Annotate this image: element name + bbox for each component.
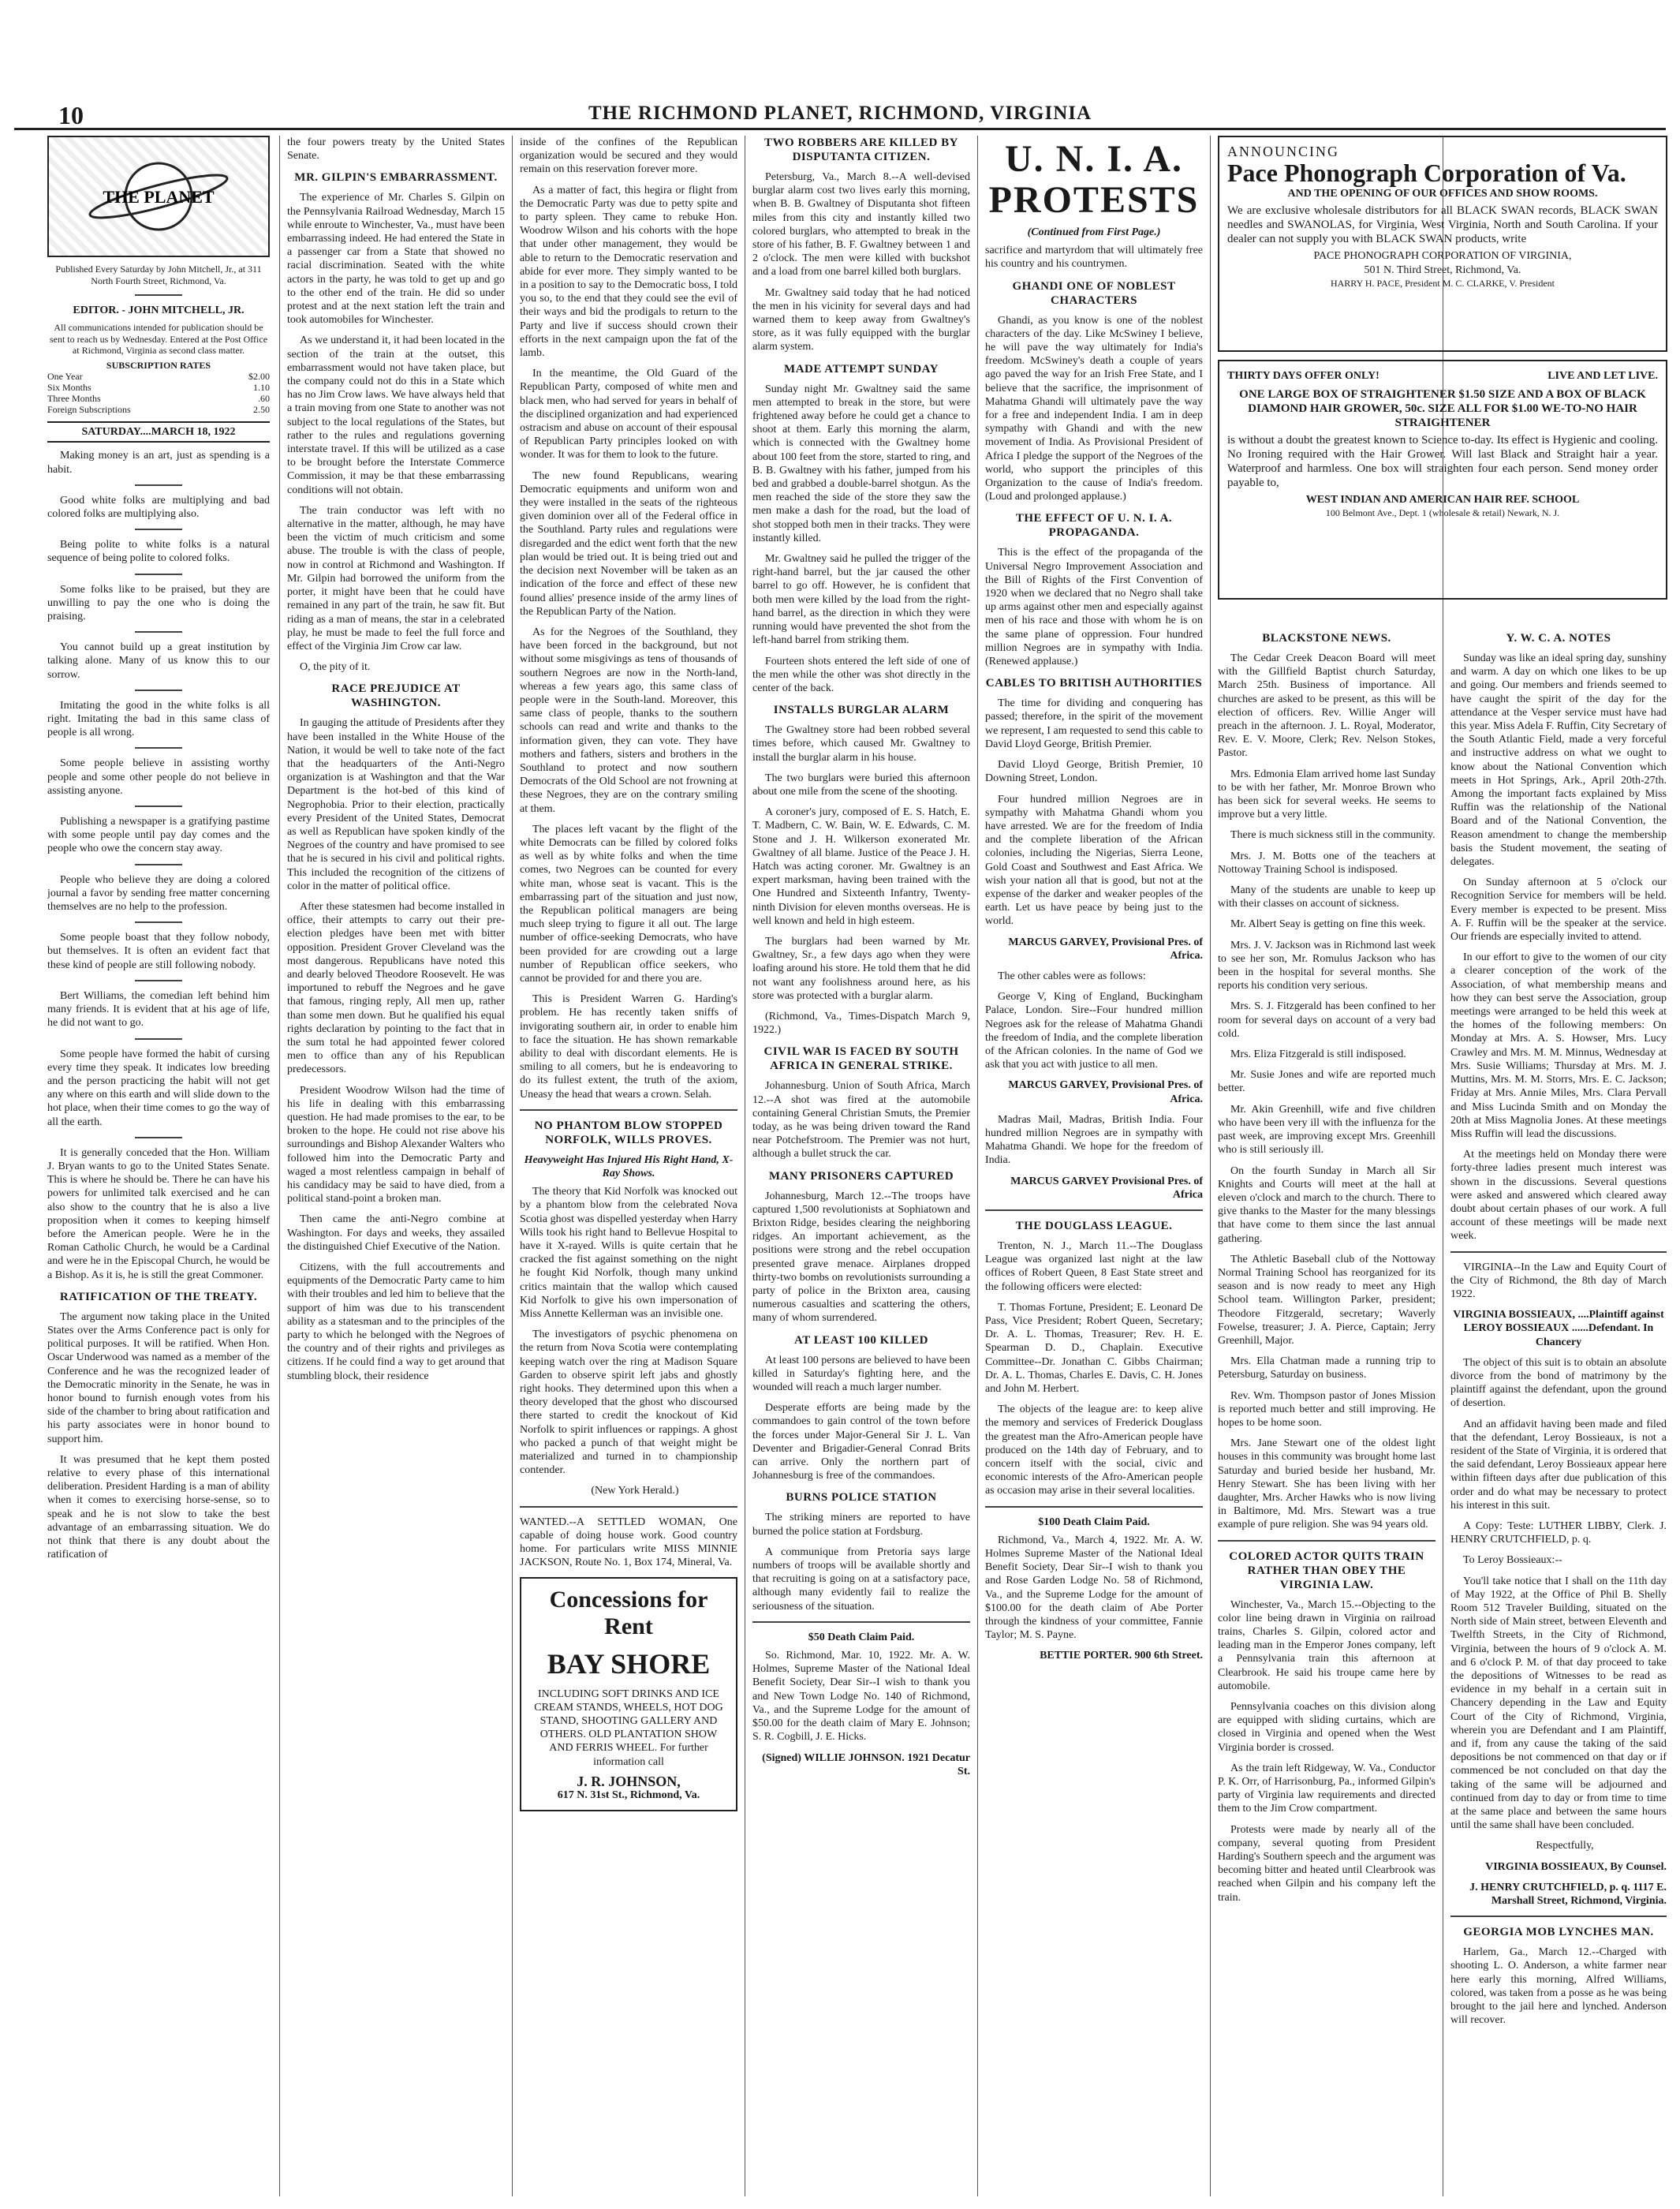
article-para: Mr. Akin Greenhill, wife and five children who have been very ill with the influenza for the past week, are improving except Mrs. Greenhill who is still seriously ill. <box>1218 1103 1435 1157</box>
article-para: So. Richmond, Mar. 10, 1922. Mr. A. W. Holmes, Supreme Master of the National Ideal Benefit Society, Dear Sir--I wish to thank you and New Town Lodge No. 140 of Richmond, Va., and the Supreme Lodge for the amount of $50.00 for the death claim of Mary E. Johnson; S. R. Cogbill, J. E. Hicks. <box>752 1650 970 1744</box>
article-para: As the train left Ridgeway, W. Va., Conductor P. K. Orr, of Harrisonburg, Pa., informed Gilpin's party of Virginia law requirements and directed them to the Jim Crow compartment. <box>1218 1762 1435 1815</box>
article-para: To Leroy Bossieaux:-- <box>1463 1554 1562 1567</box>
article-para: Many of the students are unable to keep up with their classes on account of sickness. <box>1218 884 1435 910</box>
signature: MARCUS GARVEY, Provisional Pres. of Africa. <box>1008 1079 1203 1105</box>
article-para: After these statesmen had become installed in office, their attempts to carry out their pre-election pledges have been met with bitter opposition. President Grover Cleveland was the most dangerous. Republicans have noted this and dearly beloved Theodore Roosevelt. He was importuned to rebuff the Negroes and he gave that famous, ringing reply, All men up, rather than some men down. But he qualified his equal rights declaration by pointing to the fact that in the sum total he had appointed fewer colored men to office than any of his Republican predecessors. <box>287 900 505 1076</box>
article-para: The objects of the league are: to keep alive the memory and services of Frederick Douglass the greatest man the Afro-American people have produced on the 14th day of February, and to concern itself with the social, civic and economic interests of the Afro-American people as occasion may arise in their several localities. <box>985 1404 1203 1497</box>
subscription-rates <box>47 371 270 415</box>
classified-ad: WANTED.--A SETTLED WOMAN, One capable of doing house work. Good country home. For particulars write MISS MINNIE JACKSON, Route No. 1, Box 174, Mineral, Va. <box>520 1516 737 1569</box>
article-para: Fourteen shots entered the left side of one of the men while the other was shot directly in the center of the back. <box>752 655 970 694</box>
article-para: Then came the anti-Negro combine at Washington. For days and weeks, they assailed the distinguished Chief Executive of the Nation. <box>287 1213 505 1253</box>
editorial-para: People who believe they are doing a colored journal a favor by sending free matter concerning themselves are no help to the profession. <box>47 873 270 914</box>
article-para: The experience of Mr. Charles S. Gilpin on the Pennsylvania Railroad Wednesday, March 15 while enroute to Winchester, Va., must have been embarrassing indeed. He had entered the State in a passenger car from a State that showed no racial discrimination. Seated with the white actors in the party, he was told to get up and go to the other end of the train. He did so under protest and at the next station left the train and took automobiles for Winchester. <box>287 192 505 327</box>
signature: MARCUS GARVEY, Provisional Pres. of Africa. <box>1008 936 1203 962</box>
article-para: As we understand it, it had been located in the section of the train at the outset, this embarrassment would not have taken place, but the company could not do this in a State which has no Jim Crow laws. We have always held that a train moving from one State to another was not subject to the local regulations of the States, but rather to the rules and regulations governing interstate travel. If this will be utilized as a case to be brought before the Interstate Commerce Commission, it may be that these embarrassing conditions will not obtain. <box>287 335 505 496</box>
article-para: Sunday night Mr. Gwaltney said the same men attempted to break in the store, but were frightened away before he could get a chance to shoot at them. Early this morning the alarm, which is connected with the Gwaltney home about 100 feet from the store, started to ring, and B. B. Gwaltney with his father, jumped from his bed and grabbed a double-barrel shotgun. As the men reached the side of the store they saw the men make a dash for the road, but the load of shot stopped both men in their tracks. They were instantly killed. <box>752 383 970 544</box>
column-6 <box>1218 631 1435 2196</box>
editorial-para: It is generally conceded that the Hon. William J. Bryan wants to go to the United States Senate. This is where he should be. There he can have his powers for unlimited talk exercised and he can also show to the country that he is also a live proposition when it comes to keeping himself before the American people. Were he in the Roman Catholic Church, he would be a Cardinal and were he in the Episcopal Church, he would be a Bishop. As it is, he is still the great Commoner. <box>47 1146 270 1281</box>
article-para: The object of this suit is to obtain an absolute divorce from the bond of matrimony by the plaintiff against the defendant, upon the ground of desertion. <box>1450 1356 1667 1410</box>
signature: VIRGINIA BOSSIEAUX, By Counsel. <box>1485 1860 1667 1873</box>
article-para: Four hundred million Negroes are in sympathy with Mahatma Ghandi whom you have arrested. We are for the freedom of India and the complete liberation of the African colonies, including the Nigerias, Sierra Leone, Gold Coast and Southwest and East Africa. We wish your nation all that is good, but not at the expense of the darker and weaker peoples of the earth. Let us have peace by being just to the world. <box>985 793 1203 928</box>
rate-row: Six Months 1.10 <box>47 382 270 394</box>
article-para: On the fourth Sunday in March all Sir Knights and Courts will meet at the hall at eleven o'clock and march to the church. There to give thanks to the Master for the many blessings that have come to them since the last annual gathering. <box>1218 1164 1435 1245</box>
article-para: Desperate efforts are being made by the commandoes to gain control of the town before the forces under Major-General Sir J. L. Van Deventer and Brigadier-General Conrad Brits can arrive. Only the northern part of Johannesburg is free of the commandoes. <box>752 1402 970 1482</box>
editorial-para: Making money is an art, just as spending is a habit. <box>47 450 270 476</box>
column-1 <box>47 136 270 2196</box>
article-para: Rev. Wm. Thompson pastor of Jones Mission is reported much better and still improving. He hopes to be home soon. <box>1218 1389 1435 1429</box>
column-2 <box>287 136 505 2196</box>
article-para: The theory that Kid Norfolk was knocked out by a phantom blow from the celebrated Nova Scotia ghost was dispelled yesterday when Harry Wills took his right hand to Bellevue Hospital to have it X-rayed. Wills is quite certain that he cracked the fist against something on the night he fought Kid Norfolk, though many unkind critics maintain that the wallop which caused Kid Norfolk to give his own impersonation of Miss Annette Kellerman was an invisible one. <box>520 1186 737 1321</box>
ad-announce: ANNOUNCING <box>1227 144 1339 159</box>
article-para: the four powers treaty by the United States Senate. <box>287 136 505 163</box>
article-para: O, the pity of it. <box>300 661 371 674</box>
article-para: This is the effect of the propaganda of the Universal Negro Improvement Association and the Bill of Rights of the First Convention of 1920 when we declared that no Negro shall take up arms against other men and especially against men of his race and those with whom he is on the same plane of oppression. Four hundred million Negroes are in sympathy with India. (Renewed applause.) <box>985 547 1203 668</box>
editor-line: EDITOR. - JOHN MITCHELL, JR. <box>73 305 245 316</box>
editorial-para: Being polite to white folks is a natural sequence of being polite to colored folks. <box>47 539 270 565</box>
article-para: Mrs. J. M. Botts one of the teachers at Nottoway Training School is indisposed. <box>1218 850 1435 876</box>
article-para: Mr. Gwaltney said he pulled the trigger of the right-hand barrel, but the jar caused the other barrel to go off. However, he is confident that both men were killed by the load from the right-hand barrel, as the direction in which they were running would have prevented the shot from the left-hand barrel from striking them. <box>752 553 970 647</box>
article-para: Protests were made by nearly all of the company, several quoting from President Harding's Southern speech and the argument was becoming bitter and heated until Clearbrook was reached when Gilpin and his company left the train. <box>1218 1823 1435 1904</box>
headline-douglass: THE DOUGLASS LEAGUE. <box>1015 1219 1173 1232</box>
article-para: A coroner's jury, composed of E. S. Hatch, E. T. Madbern, C. W. Bain, W. E. Edwards, C. M. Stone and J. H. Wilkerson exonerated Mr. Gwaltney of all blame. Justice of the Peace J. H. Hatch was acting coroner. Mr. Gwaltney is an expert marksman, having been trained with the One Hundred and Sixteenth Infantry, Twenty-ninth Division for eleven months overseas. He is well known and held in high esteem. <box>752 806 970 927</box>
ad-contact-address: 617 N. 31st St., Richmond, Va. <box>557 1789 700 1801</box>
ad-title: Concessions for Rent <box>549 1586 708 1639</box>
article-para: George V, King of England, Buckingham Palace, London. Sire--Four hundred million Negroes ask for the release of Mahatma Ghandi the freedom of India, and the complete liberation of the African colonies. In the name of God we ask that you act with justice to all men. <box>985 991 1203 1071</box>
article-para: As a matter of fact, this hegira or flight from the Democratic Party was due to petty spite and to party spleen. They came to rebuke Hon. Woodrow Wilson and his cohorts with the hope that under other management, they would be able to return to the Democratic reservation and abide for ever more. They simply wanted to be in a position to say to the Democratic boss, I told you so, to the end that they could see the evil of their ways and bid the prodigals to return to the Party and live if success should crown their efforts in the next campaign upon the fat of the lamb. <box>520 184 737 360</box>
article-para: Madras Mail, Madras, British India. Four hundred million Negroes are in sympathy with Mahatma Ghandi. We hope for the freedom of India. <box>985 1113 1203 1167</box>
subhead-norfolk: Heavyweight Has Injured His Right Hand, X-Ray Shows. <box>524 1153 734 1180</box>
legal-parties: VIRGINIA BOSSIEAUX, ....Plaintiff against LEROY BOSSIEAUX ......Defendant. In Chancery <box>1453 1309 1664 1348</box>
publication-info: Published Every Saturday by John Mitchell, Jr., at 311 North Fourth Street, Richmond, Va. <box>55 264 262 286</box>
article-para: Harlem, Ga., March 12.--Charged with shooting L. O. Anderson, a white farmer near here early this morning, Alfred Williams, colored, was taken from a posse as he was being brought to the jail here and lynched. Anderson will recover. <box>1450 1946 1667 2027</box>
planet-logo-icon <box>80 149 237 244</box>
article-para: Mrs. Eliza Fitzgerald is still indisposed. <box>1230 1048 1406 1061</box>
article-para: Citizens, with the full accoutrements and equipments of the Democratic Party came to him with their troubles and led him to believe that the support of him was due to his transcendent ability as a statesman and to the principles of the party to which he belonged with the Negroes of the country and of their rights and privileges as citizens. If he could find a way to get around that stumbling block, their residence <box>287 1261 505 1382</box>
article-para: President Woodrow Wilson had the time of his life in dealing with this embarrassing question. He had made promises to the ear, to be broken to the hope. He could not rise above his surroundings and Bishop Alexander Walters who followed him into the Democratic Party and waged a most relentless campaign in behalf of his candidacy may be said to have died, from a political stand-point a broken man. <box>287 1084 505 1205</box>
article-para: The Gwaltney store had been robbed several times before, which caused Mr. Gwaltney to install the burglar alarm in his house. <box>752 724 970 764</box>
article-para: David Lloyd George, British Premier, 10 Downing Street, London. <box>985 759 1203 785</box>
ad-subtitle: BAY SHORE <box>547 1647 711 1680</box>
rate-row: One Year $2.00 <box>47 371 270 383</box>
article-para: Richmond, Va., March 4, 1922. Mr. A. W. Holmes Supreme Master of the National Ideal Benefit Society, Dear Sir--I wish to thank you and Rose Garden Lodge No. 58 of Richmond, Va., and the Supreme Lodge for the amount of $100.00 for the death claim of Abe Porter through the kindness of your committee, Fannie Taylor; M. S. Payne. <box>985 1534 1203 1642</box>
article-source: (Richmond, Va., Times-Dispatch March 9, 1922.) <box>752 1010 970 1037</box>
headline-death-claim: $100 Death Claim Paid. <box>1038 1516 1150 1528</box>
article-para: sacrifice and martyrdom that will ultimately free his country and his countrymen. <box>985 245 1203 271</box>
ad-officers: HARRY H. PACE, President M. C. CLARKE, V. President <box>1330 277 1555 289</box>
legal-notice-head: VIRGINIA--In the Law and Equity Court of the City of Richmond, the 8th day of March 1922. <box>1450 1261 1667 1300</box>
editorial-para: You cannot build up a great institution by talking alone. Many of us know this to our sorrow. <box>47 641 270 681</box>
article-para: The places left vacant by the flight of the white Democrats can be filled by colored folks as well as by white folks and when the time comes, two Negroes can be counted for every white man, whose seat is vacant. This is the embarrassing part of the situation and just now, the Republican political managers are being much sleep trying to figure it all out. The large number of office-seeking Democrats, who have been provided for are crowding out a large number of Republican office seekers, who cannot be provided for and there you are. <box>520 823 737 985</box>
article-para: Johannesburg, March 12.--The troops have captured 1,500 revolutionists at Sophiatown and Brixton Ridge, besides clearing the neighboring ridges. An important achievement, as the positions were strong and the rebel occupation presented grave menace. Airplanes dropped thirty-two bombs on revolutionists surrounding a party of police in the Brixton area, causing numerous casualties and scattering the others, many of whom surrendered. <box>752 1190 970 1325</box>
headline-treaty: RATIFICATION OF THE TREATY. <box>59 1290 258 1303</box>
column-rule <box>512 136 513 2196</box>
continued-note: (Continued from First Page.) <box>1027 226 1161 238</box>
article-para: T. Thomas Fortune, President; E. Leonard De Pass, Vice President; Robert Queen, Secretary; Dr. A. L. Thomas, Treasurer; Rev. H. E. Spearman D. D., Chaplain. Executive Committee--Dr. Jonathan C. Gibbs Chairman; Dr. A. L. Thomas, Charles E. Davis, C. H. Jones and John M. Herbert. <box>985 1301 1203 1396</box>
signature: J. HENRY CRUTCHFIELD, p. q. 1117 E. Marshall Street, Richmond, Virginia. <box>1469 1881 1667 1908</box>
editorial-para: Some people believe in assisting worthy people and some other people do not believe in assisting anyone. <box>47 757 270 797</box>
article-para: Mrs. Ella Chatman made a running trip to Petersburg, Saturday on business. <box>1218 1355 1435 1381</box>
subhead-police: BURNS POLICE STATION <box>786 1491 937 1504</box>
pace-phonograph-ad <box>1218 136 1667 352</box>
article-para: inside of the confines of the Republican organization would be secured and they would remain on this reservation forever more. <box>520 136 737 176</box>
editorial-para: Bert Williams, the comedian left behind him many friends. It is evident that at his age of life, he did not want to go. <box>47 989 270 1030</box>
article-para: Johannesburg. Union of South Africa, March 12.--A shot was fired at the automobile containing General Christian Smuts, the Premier today, as he was being driven toward the Rand near Potchefstroom. The Premier was not hurt, although a bullet struck the car. <box>752 1080 970 1161</box>
article-para: Winchester, Va., March 15.--Objecting to the color line being drawn in Virginia on railroad trains, Charles S. Gilpin, colored actor and leading man in the Emperor Jones company, left a Pennsylvania train this afternoon at Clearbrook. He said his troupe came here by automobile. <box>1218 1598 1435 1692</box>
editorial-para: Good white folks are multiplying and bad colored folks are multiplying also. <box>47 494 270 521</box>
article-para: And an affidavit having been made and filed that the defendant, Leroy Bossieaux, is not a resident of the State of Virginia, it is ordered that the said defendant, Leroy Bossieaux appear here within fifteen days after due publication of this order and do what may be necessary to protect his interest in this suit. <box>1450 1418 1667 1512</box>
ad-contact-name: J. R. JOHNSON, <box>577 1773 681 1789</box>
article-para: The train conductor was left with no alternative in the matter, although, he may have been the victim of much criticism and some abuse. The trouble is with the class of people, now in control at Richmond and Washington. If Mr. Gilpin had borrowed the uniform from the porter, it might have been that he could have remained in any part of the train, he saw fit. But riding as a man of means, the star in a celebrated play, he must be made to feel the full force and effect of the Virginia Jim Crow car law. <box>287 504 505 652</box>
column-3 <box>520 136 737 2196</box>
rates-title: SUBSCRIPTION RATES <box>106 359 211 371</box>
article-para: There is much sickness still in the community. <box>1230 829 1435 842</box>
article-para: In the meantime, the Old Guard of the Republican Party, composed of white men and black men, who had served for years in behalf of the disciplined organization and had experienced ostracism and abuse on account of their espousal of Republican Party principles looked on with wonder. It was for them to look to the future. <box>520 368 737 462</box>
ad-body: INCLUDING SOFT DRINKS AND ICE CREAM STANDS, WHEELS, HOT DOG STAND, SHOOTING GALLERY AND OTHERS. OLD PLANTATION SHOW AND FERRIS WHEEL. For further information call <box>534 1688 723 1768</box>
article-para: At the meetings held on Monday there were forty-three ladies present much interest was shown in the discussions. Several questions were asked and answered which cleared away doubt about certain phases of our work. A full account of these meetings will be made next week. <box>1450 1149 1667 1243</box>
headline-unia: U. N. I. A. PROTESTS <box>988 138 1200 221</box>
ad-company: PACE PHONOGRAPH CORPORATION OF VIRGINIA, <box>1313 250 1572 263</box>
column-7 <box>1450 631 1667 2196</box>
article-para: Mr. Susie Jones and wife are reported much better. <box>1218 1069 1435 1095</box>
headline-race-prejudice: RACE PREJUDICE AT WASHINGTON. <box>331 682 461 710</box>
ad-subtitle: AND THE OPENING OF OUR OFFICES AND SHOW ROOMS. <box>1287 188 1598 200</box>
headline-death-claim: $50 Death Claim Paid. <box>808 1631 915 1643</box>
ad-body: We are exclusive wholesale distributors for all BLACK SWAN records, BLACK SWAN needles and SWANOLAS, for Virginia, West Virginia, North and South Carolina. If your dealer can not supply you with BLACK SWAN products, write <box>1227 204 1658 246</box>
article-para: The time for dividing and conquering has passed; therefore, in the spirit of the movement we represent, I am requested to send this cable to David Lloyd George, British Premier. <box>985 697 1203 750</box>
column-4 <box>752 136 970 2196</box>
article-para: Mrs. Jane Stewart one of the oldest light houses in this community was brought home last Saturday and buried beside her husband, Mr. Henry Stewart. She has been living with her daughter, Mrs. Archer Hawks who is now living in Baltimore, Md. Mrs. Stewart was a true example of pure religion. She was 94 years old. <box>1218 1437 1435 1531</box>
subhead-attempt: MADE ATTEMPT SUNDAY <box>784 362 939 376</box>
offer-left: THIRTY DAYS OFFER ONLY! <box>1227 370 1379 382</box>
article-para: As for the Negroes of the Southland, they have been forced in the background, but not without some misgivings as tens of thousands of southern Negroes are now in the North-land, whereas a few years ago, this same class of people were in the South-land. Moreover, this same class of people, thanks to the southern schools can read and write and thanks to the information given, they can vote. They have mothers and fathers, sisters and brothers in the Southland to protect and now southern Democrats of the Old School are not frowning at these Negroes, they are on the contrary smiling at them. <box>520 626 737 815</box>
article-para: The new found Republicans, wearing Democratic equipments and uniform won and they were installed in the seats of the righteous given dominion over all of the Federal office in the Southland. Party rules and regulations were disregarded and the edict went forth that the new plan would be tried out. It is being tried out and the decision next November will be taken as an indication of the force and effect of these new found allies' presence inside of the army lines of the Republican Party of the Nation. <box>520 469 737 618</box>
headline-ywca: Y. W. C. A. NOTES <box>1506 632 1611 645</box>
rate-row: Three Months .60 <box>47 393 270 405</box>
article-para: Mr. Gwaltney said today that he had noticed the men in his vicinity for several days and had warned them to keep away from Gwaltney's store, as it was fully equipped with the burglar alarm system. <box>752 286 970 353</box>
editorial-para: Some people boast that they follow nobody, but themselves. It is often an evident fact that these kind of people are still following nobody. <box>47 932 270 971</box>
headline-robbers: TWO ROBBERS ARE KILLED BY DISPUTANTA CITIZEN. <box>764 136 958 163</box>
masthead <box>14 101 1666 130</box>
article-para: Mr. Albert Seay is getting on fine this week. <box>1230 918 1426 931</box>
ad-area <box>1218 136 1667 625</box>
article-para: You'll take notice that I shall on the 11th day of May 1922, at the Office of Phil B. Shelly Room 512 Traveler Building, situated on the North side of Main street, between Eleventh and Twelfth Streets, in the City of Richmond, Virginia, between the hours of 9 o'clock A. M. and 6 o'clock P. M. of that day proceed to take the depositions of Witnesses to be read as evidence in my behalf in a certain suit in Chancery depending in the Law and Equity Court of the City of Richmond, Virginia, wherein you are Defendant and I am Plaintiff, and if, from any cause the taking of the said depositions be not commenced on that day or if commenced be not concluded on that day the taking of the same will be adjourned and continued from day to day or from time to time at the same place and between the same hours until the same shall have been concluded. <box>1450 1575 1667 1832</box>
headline-gilpin: MR. GILPIN'S EMBARRASSMENT. <box>294 171 498 185</box>
rate-row: Foreign Subscriptions 2.50 <box>47 404 270 416</box>
newspaper-title: THE RICHMOND PLANET, RICHMOND, VIRGINIA <box>588 103 1092 124</box>
column-rule <box>279 136 280 2196</box>
article-para: Pennsylvania coaches on this division along are equipped with sliding curtains, which are closed in Virginia and opened when the West Virginia border is crossed. <box>1218 1701 1435 1754</box>
subhead-prisoners: MANY PRISONERS CAPTURED <box>768 1169 954 1183</box>
article-para: The two burglars were buried this afternoon about one mile from the scene of the shooting. <box>752 772 970 798</box>
editorial-para: Imitating the good in the white folks is all right. Imitating the bad in this same class of people is all wrong. <box>47 699 270 739</box>
article-para: A communique from Pretoria says large numbers of troops will be available shortly and that recruiting is going on at a satisfactory pace, although many evidently fail to realize the seriousness of the situation. <box>752 1546 970 1613</box>
subhead-cables: CABLES TO BRITISH AUTHORITIES <box>985 677 1203 690</box>
article-para: The argument now taking place in the United States over the Arms Conference pact is only for political purposes. It will be ratified. When Hon. Oscar Underwood was named as a member of the Conference and he was the recognized leader of the Democratic minority in the Senate, he was in honor bound to furnish enough votes from his side of the chamber to bring about ratification and his party associates were in honor bound to support him. <box>47 1310 270 1445</box>
publication-notice: All communications intended for publication should be sent to reach us by Wednesday. Entered at the Post Office at Richmond, Virginia as second class matter. <box>49 322 268 357</box>
article-para: The striking miners are reported to have burned the police station at Fordsburg. <box>752 1512 970 1538</box>
article-para: Respectfully, <box>1536 1840 1594 1852</box>
article-para: The Athletic Baseball club of the Nottoway Normal Training School has reorganized for its season and is now ready to meet any High School team. Willington Parker, president; Theodore Fitzgerald, secretary; Waverly Fowelse, treasurer; J. A. Pierce, Captain; Jerry Greenhill, Major. <box>1218 1253 1435 1347</box>
hair-straightener-ad <box>1218 360 1667 600</box>
offer-body: is without a doubt the greatest known to Science to-day. Its effect is Hygienic and cooling. No Ironing required with the Hair Grower. Will last Black and Straight hair a year. Waterproof and harmless. One box will straighten four each person. Send money order payable to, <box>1227 434 1658 490</box>
offer-company: WEST INDIAN AND AMERICAN HAIR REF. SCHOOL <box>1305 494 1580 506</box>
issue-dateline: SATURDAY....MARCH 18, 1922 <box>47 421 270 443</box>
ad-title: Pace Phonograph Corporation of Va. <box>1227 159 1626 188</box>
signature: (Signed) WILLIE JOHNSON. 1921 Decatur St. <box>762 1751 970 1777</box>
editorial-para: Some folks like to be praised, but they are unwilling to pay the one who is doing the praising. <box>47 583 270 623</box>
article-para: Ghandi, as you know is one of the noblest characters of the day. Like McSwiney I believe, he will pave the way ultimately for India's freedom. McSwiney's death a couple of years ago paved the way for an Irish Free State, and I believe that the sacrifice, the imprisonment of Mahatma Ghandi will ultimately pave the way for a free and independent India. I am in deep sympathy with Ghandi and with the new movement of India. As Provisional President of Africa I pledge the support of the Negroes of the world, who support the principles of this Organization to the cause of India's freedom. (Loud and prolonged applause.) <box>985 314 1203 503</box>
editorial-para: Publishing a newspaper is a gratifying pastime with some people until pay day comes and the people who owe the concern stay away. <box>47 816 270 855</box>
offer-right: LIVE AND LET LIVE. <box>1547 370 1658 382</box>
editorial-para: Some people have formed the habit of cursing every time they speak. It indicates low breeding and the person practicing the habit will not get any where on this earth and will slide down to the hot place, when their time comes to go the way of all the earth. <box>47 1048 270 1128</box>
article-para: Mrs. S. J. Fitzgerald has been confined to her room for several days on account of a very bad cold. <box>1218 1000 1435 1040</box>
subhead-ghandi: GHANDI ONE OF NOBLEST CHARACTERS <box>1012 279 1176 307</box>
column-5 <box>985 136 1203 2196</box>
planet-logo <box>47 136 270 257</box>
article-para: The burglars had been warned by Mr. Gwaltney, Sr., a few days ago when they were loafing around his store. He told them that he did not want any foolishness around here, as his store was protected with a burglar alarm. <box>752 935 970 1002</box>
headline-south-africa: CIVIL WAR IS FACED BY SOUTH AFRICA IN GENERAL STRIKE. <box>763 1045 959 1073</box>
article-para: A Copy: Teste: LUTHER LIBBY, Clerk. J. HENRY CRUTCHFIELD, p. q. <box>1450 1519 1667 1546</box>
offer-address: 100 Belmont Ave., Dept. 1 (wholesale & retail) Newark, N. J. <box>1325 507 1560 519</box>
headline-lynch: GEORGIA MOB LYNCHES MAN. <box>1463 1926 1654 1939</box>
article-para: Sunday was like an ideal spring day, sunshiny and warm. A day on which one likes to be up and going. Our members and friends seemed to have caught the spirit of the day for the attendance at the Vesper service must have had this year. Miss Adela F. Ruffin, City Secretary of the South Atlantic Field, made a very forceful and instructive address on what we ought to know about the National Convention which meets in Hot Springs, Ark., April 20th-27th. Among the important facts explained by Miss Ruffin was the relationship of the National Board and of the National Convention, the Reason amendment to change the membership basis the Student movement, the seating of delegates. <box>1450 652 1667 869</box>
ad-address: 501 N. Third Street, Richmond, Va. <box>1364 264 1521 276</box>
article-para: This is President Warren G. Harding's problem. He has recently taken sniffs of invigorating southern air, in order to enable him to face the situation. He has shown remarkable ability to deal with discordant elements. He is smiling to all comers, but he is endeavoring to do its fullest extent, the truth of the axiom, Uneasy the head that wears a crown. Selah. <box>520 993 737 1101</box>
column-rule <box>1210 136 1211 2196</box>
article-para: In our effort to give to the women of our city a clearer conception of the work of the Association, of what membership means and how they can best serve the Association, group meetings were arranged to be held this week at the homes of the following members: On Monday at Mrs. A. S. Howser, Mrs. Lucy Crawley and Mrs. M. M. Minnus, Wednesday at Mrs. Susie Williams; Thursday at Mrs. M. J. Muttins, Mrs. M. M. Storrs, Mrs. E. C. Jackson; Friday at Mrs. Annie Miles, Mrs. Clara Pervall and Miss Lucinda Smith and on Monday the 20th at Miss Magnolia Jones. At these meetings Miss Ruffin will lead the discussions. <box>1450 951 1667 1140</box>
headline-blackstone: BLACKSTONE NEWS. <box>1262 632 1391 645</box>
article-para: Mrs. J. V. Jackson was in Richmond last week to see her son, Mr. Romulus Jackson who has been in the hospital for several months. She reports his condition very serious. <box>1218 939 1435 992</box>
article-para: On Sunday afternoon at 5 o'clock our Recognition Service for members will be held. Every member is expected to be present. Miss A. F. Ruffin will be the speaker at the service. Our friends are especially invited to attend. <box>1450 876 1667 944</box>
subhead-killed: AT LEAST 100 KILLED <box>794 1333 928 1347</box>
logo-word: THE PLANET <box>103 187 215 207</box>
article-para: Trenton, N. J., March 11.--The Douglass League was organized last night at the law offices of Robert Queen, 8 East State street and the following officers were elected: <box>985 1239 1203 1293</box>
article-source: (New York Herald.) <box>591 1485 679 1497</box>
article-para: Mrs. Edmonia Elam arrived home last Sunday to be with her father, Mr. Monroe Brown who has been sick for several weeks. He seems to improve but a very little. <box>1218 768 1435 821</box>
headline-actor: COLORED ACTOR QUITS TRAIN RATHER THAN OBEY THE VIRGINIA LAW. <box>1229 1549 1424 1591</box>
article-para: At least 100 persons are believed to have been killed in Saturday's fighting here, and the wounded will reach a much larger number. <box>752 1354 970 1394</box>
article-para: The investigators of psychic phenomena on the return from Nova Scotia were contemplating keeping watch over the ring at Madison Square Garden to observe spirit left jabs and ghostly right hooks. They determined upon this when a theory developed that the ghost who discoursed there started to credit the knockout of Kid Norfolk to spirit influences or rappings. A ghost who packed a punch of that weight might be materialized and turned in to championship contender. <box>520 1329 737 1477</box>
signature: BETTIE PORTER. 900 6th Street. <box>1040 1650 1203 1662</box>
article-para: The other cables were as follows: <box>998 970 1146 982</box>
article-para: It was presumed that he kept them posted relative to every phase of this international deliberation. President Harding is a man of ability when it comes to exercising horse-sense, so to speak and he is not slow to take the best advantage of an embarrassing situation. We do not think that there is any doubt about the ratification of <box>47 1453 270 1561</box>
article-para: The Cedar Creek Deacon Board will meet with the Gillfield Baptist church Saturday, March 25th. Business of importance. All churches are asked to be present, as this will be election of officers. Rev. Willie Anger will preach in the afternoon. J. L. Royal, Moderator, Rev. E. V. Moore, Clerk; Rev. Nelson Stokes, Pastor. <box>1218 652 1435 760</box>
article-para: Petersburg, Va., March 8.--A well-devised burglar alarm cost two lives early this morning, when B. B. Gwaltney of Disputanta shot fifteen miles from this city and instantly killed two colored burglars, who attempted to break in the store of his father, B. F. Gwaltney between 1 and 2 o'clock. The men were killed with buckshot and a load from one barrel killed both burglars. <box>752 171 970 278</box>
subhead-effect: THE EFFECT OF U. N. I. A. PROPAGANDA. <box>1015 512 1173 540</box>
offer-headline: ONE LARGE BOX OF STRAIGHTENER $1.50 SIZE AND A BOX OF BLACK DIAMOND HAIR GROWER, 50c. SIZE ALL FOR $1.00 WE-TO-NO HAIR STRAIGHTENER <box>1239 388 1646 430</box>
subhead-alarm: INSTALLS BURGLAR ALARM <box>773 704 950 717</box>
page-number: 10 <box>58 101 84 129</box>
headline-norfolk: NO PHANTOM BLOW STOPPED NORFOLK, WILLS PROVES. <box>534 1119 723 1146</box>
signature: MARCUS GARVEY Provisional Pres. of Africa <box>1010 1175 1203 1201</box>
bay-shore-ad <box>520 1577 737 1812</box>
article-para: In gauging the attitude of Presidents after they have been installed in the White House of the Nation, it would be well to take note of the fact that the headquarters of the Anti-Negro organization is at Washington and that the War Department is the hot-bed of this kind of Negrophobia. Prior to their election, practically every President of the United States, Democrat as well as Republican have spoken kindly of the Negroes of the country and have promised to see that he is secured in his civil and political rights. This included the recognition of the citizens of color in the matter of political office. <box>287 717 505 892</box>
column-rule <box>977 136 978 2196</box>
